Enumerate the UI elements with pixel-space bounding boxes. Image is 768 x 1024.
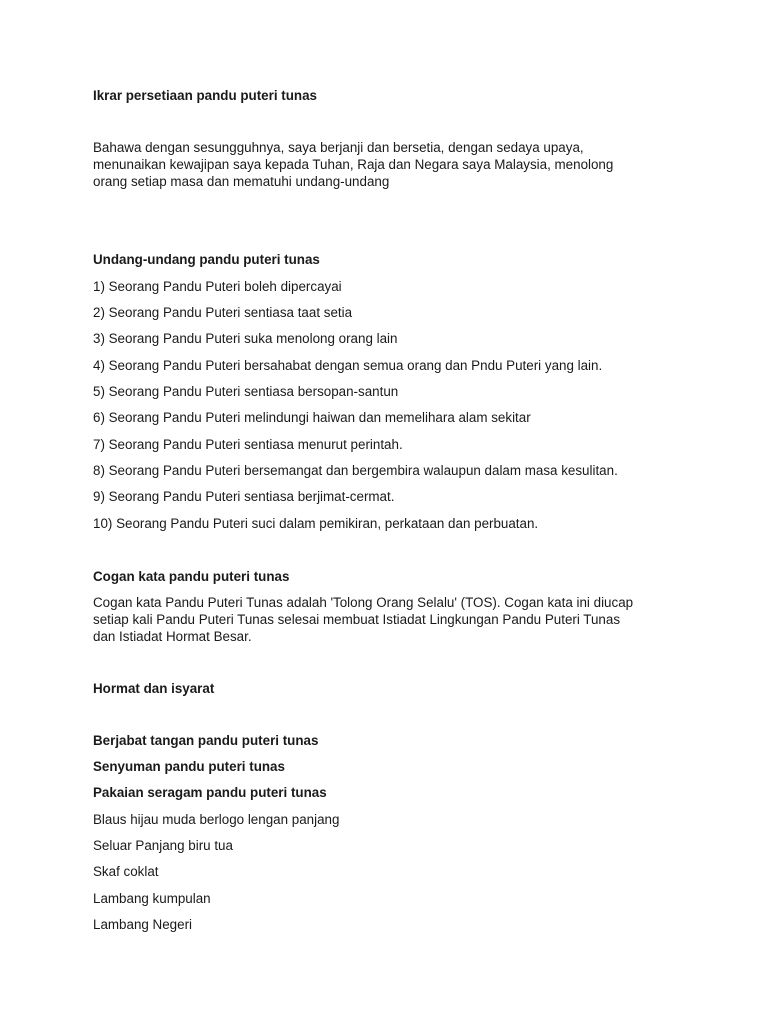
berjabat-heading: Berjabat tangan pandu puteri tunas [93, 733, 319, 748]
undang-item: 9) Seorang Pandu Puteri sentiasa berjimat-cermat. [93, 489, 395, 504]
undang-item: 4) Seorang Pandu Puteri bersahabat dengan semua orang dan Pndu Puteri yang lain. [93, 358, 603, 373]
pakaian-item: Skaf coklat [93, 864, 159, 879]
undang-item: 1) Seorang Pandu Puteri boleh dipercayai [93, 279, 342, 294]
undang-item: 5) Seorang Pandu Puteri sentiasa bersopan-santun [93, 384, 399, 399]
undang-item: 7) Seorang Pandu Puteri sentiasa menurut perintah. [93, 437, 403, 452]
senyuman-heading: Senyuman pandu puteri tunas [93, 759, 285, 774]
cogan-paragraph [93, 594, 693, 645]
ikrar-heading: Ikrar persetiaan pandu puteri tunas [93, 88, 317, 103]
pakaian-heading: Pakaian seragam pandu puteri tunas [93, 785, 327, 800]
ikrar-line: Bahawa dengan sesungguhnya, saya berjanji dan bersetia, dengan sedaya upaya, [93, 140, 584, 155]
undang-item: 3) Seorang Pandu Puteri suka menolong orang lain [93, 331, 398, 346]
hormat-heading: Hormat dan isyarat [93, 681, 215, 696]
ikrar-line: orang setiap masa dan mematuhi undang-undang [93, 174, 390, 189]
cogan-line: dan Istiadat Hormat Besar. [93, 629, 252, 644]
cogan-heading: Cogan kata pandu puteri tunas [93, 569, 290, 584]
cogan-line: Cogan kata Pandu Puteri Tunas adalah 'Tolong Orang Selalu' (TOS). Cogan kata ini diucap [93, 595, 634, 610]
cogan-line: setiap kali Pandu Puteri Tunas selesai membuat Istiadat Lingkungan Pandu Puteri Tunas [93, 612, 621, 627]
undang-item: 8) Seorang Pandu Puteri bersemangat dan bergembira walaupun dalam masa kesulitan. [93, 463, 618, 478]
pakaian-item: Seluar Panjang biru tua [93, 838, 233, 853]
undang-item: 2) Seorang Pandu Puteri sentiasa taat setia [93, 305, 353, 320]
undang-heading: Undang-undang pandu puteri tunas [93, 252, 320, 267]
pakaian-item: Lambang kumpulan [93, 891, 211, 906]
pakaian-item: Blaus hijau muda berlogo lengan panjang [93, 812, 340, 827]
ikrar-line: menunaikan kewajipan saya kepada Tuhan, Raja dan Negara saya Malaysia, menolong [93, 157, 614, 172]
pakaian-item: Lambang Negeri [93, 917, 193, 932]
undang-item: 10) Seorang Pandu Puteri suci dalam pemikiran, perkataan dan perbuatan. [93, 516, 539, 531]
undang-item: 6) Seorang Pandu Puteri melindungi haiwan dan memelihara alam sekitar [93, 410, 531, 425]
ikrar-paragraph [93, 139, 693, 190]
